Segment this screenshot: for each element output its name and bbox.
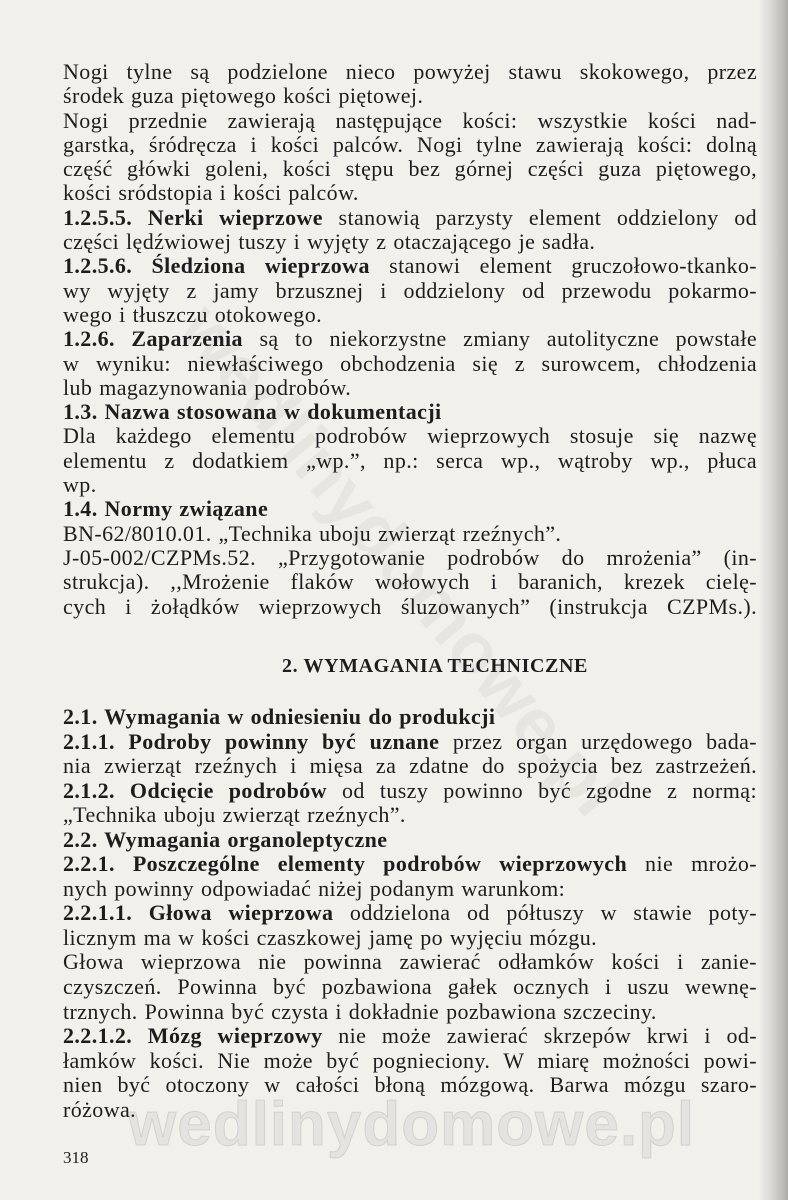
- section-title: 2.1. Wymagania w odniesieniu do produkcji: [63, 704, 496, 729]
- section-line: [63, 1024, 757, 1049]
- body-line: „Technika uboju zwierząt rzeźnych”.: [63, 802, 406, 828]
- text-block-top: [63, 60, 757, 619]
- section-text: od tuszy powinno być zgodne z normą:: [326, 777, 757, 803]
- section-line: [63, 779, 757, 804]
- section-line: [63, 206, 757, 230]
- section-lead: 2.1.2. Odcięcie podrobów: [63, 777, 327, 803]
- body-line: garstka, śródręcza i kości palców. Nogi tylne zawierają kości: dolną: [63, 131, 757, 157]
- body-line: strukcja). ,,Mrożenie flaków wołowych i baranich, krezek cielę-: [63, 569, 757, 595]
- section-title: 1.4. Normy związane: [63, 496, 269, 522]
- body-line: część główki goleni, kości stępu bez górnej części guza piętowego,: [63, 156, 757, 182]
- section-text: stanowi element gruczołowo-tkanko-: [369, 253, 757, 279]
- section-text: nie mrożo-: [627, 851, 757, 877]
- text-block-bottom: [63, 705, 757, 1122]
- body-line: J-05-002/CZPMs.52. „Przygotowanie podrobów do mrożenia” (in-: [63, 544, 757, 570]
- section-text: oddzielona od półtuszy w stawie poty-: [333, 900, 757, 926]
- section-lead: 2.1.1. Podroby powinny być uznane: [63, 728, 440, 754]
- body-line: czyszczeń. Powinna być pozbawiona gałek ocznych i uszu wewnę-: [63, 974, 757, 1000]
- body-line: wy wyjęty z jamy brzusznej i oddzielony od przewodu pokarmo-: [63, 277, 757, 303]
- body-line: lub magazynowania podrobów.: [63, 374, 352, 400]
- body-line: nia zwierząt rzeźnych i mięsa za zdatne do spożycia bez zastrzeżeń.: [63, 753, 757, 779]
- body-line: różowa.: [63, 1096, 137, 1122]
- section-text: nie może zawierać skrzepów krwi i od-: [322, 1023, 757, 1049]
- section-title-line: [63, 828, 757, 853]
- section-line: [63, 730, 757, 755]
- body-line: wego i tłuszczu otokowego.: [63, 301, 323, 327]
- section-text: stanowią parzysty element oddzielony od: [322, 204, 758, 230]
- section-lead: 1.2.6. Zaparzenia: [63, 326, 243, 352]
- body-line: trznych. Powinna być czysta i dokładnie pozbawiona szczeciny.: [63, 998, 657, 1024]
- section-title-line: [63, 400, 757, 424]
- body-line: Nogi przednie zawierają następujące kości: wszystkie kości nad-: [63, 107, 757, 133]
- section-lead: 1.2.5.6. Śledziona wieprzowa: [63, 253, 370, 279]
- section-lead: 2.2.1.2. Mózg wieprzowy: [63, 1023, 323, 1049]
- page-number: 318: [63, 1148, 89, 1167]
- section-line: [63, 852, 757, 877]
- body-line: Dla każdego elementu podrobów wieprzowych stosuje się nazwę: [63, 423, 757, 449]
- body-line: BN-62/8010.01. „Technika uboju zwierząt rzeźnych”.: [63, 520, 562, 546]
- section-title-line: [63, 497, 757, 521]
- body-line: środek guza piętowego kości piętowej.: [63, 83, 424, 109]
- body-line: wp.: [63, 472, 97, 498]
- section-line: [63, 254, 757, 278]
- body-line: nien być otoczony w całości błoną mózgową. Barwa mózgu szaro-: [63, 1072, 757, 1098]
- section-title: 2.2. Wymagania organoleptyczne: [63, 826, 388, 852]
- section-text: są to niekorzystne zmiany autolityczne powstałe: [242, 326, 757, 352]
- section-lead: 2.2.1. Poszczególne elementy podrobów wieprzowych: [63, 851, 628, 877]
- body-line: elementu z dodatkiem „wp.”, np.: serca wp., wątroby wp., płuca: [63, 447, 757, 473]
- body-line: nych powinny odpowiadać niżej podanym warunkom:: [63, 875, 566, 901]
- body-line: w wyniku: niewłaściwego obchodzenia się z surowcem, chłodzenia: [63, 350, 757, 376]
- body-line: Nogi tylne są podzielone nieco powyżej stawu skokowego, przez: [63, 59, 757, 84]
- bottom-watermark: wedlinydomowe.pl: [128, 1090, 696, 1159]
- body-line: kości sródstopia i kości palców.: [63, 180, 359, 206]
- body-line: części lędźwiowej tuszy i wyjęty z otaczającego je sadła.: [63, 229, 596, 255]
- body-line: łamków kości. Nie może być pognieciony. W miarę możności powi-: [63, 1047, 757, 1073]
- chapter-heading: 2. WYMAGANIA TECHNICZNE: [282, 655, 588, 677]
- body-line: licznym ma w kości czaszkowej jamę po wyjęciu mózgu.: [63, 924, 598, 950]
- scan-edge-shadow: [758, 0, 788, 1200]
- section-title: 1.3. Nazwa stosowana w dokumentacji: [63, 399, 442, 425]
- body-line: Głowa wieprzowa nie powinna zawierać odłamków kości i zanie-: [63, 949, 757, 975]
- section-lead: 1.2.5.5. Nerki wieprzowe: [63, 204, 323, 230]
- section-lead: 2.2.1.1. Głowa wieprzowa: [63, 900, 334, 926]
- section-line: [63, 901, 757, 926]
- section-text: przez organ urzędowego bada-: [439, 728, 758, 754]
- section-title-line: [63, 705, 757, 730]
- section-line: [63, 327, 757, 351]
- body-line: cych i żołądków wieprzowych śluzowanych” (instrukcja CZPMs.).: [63, 593, 757, 619]
